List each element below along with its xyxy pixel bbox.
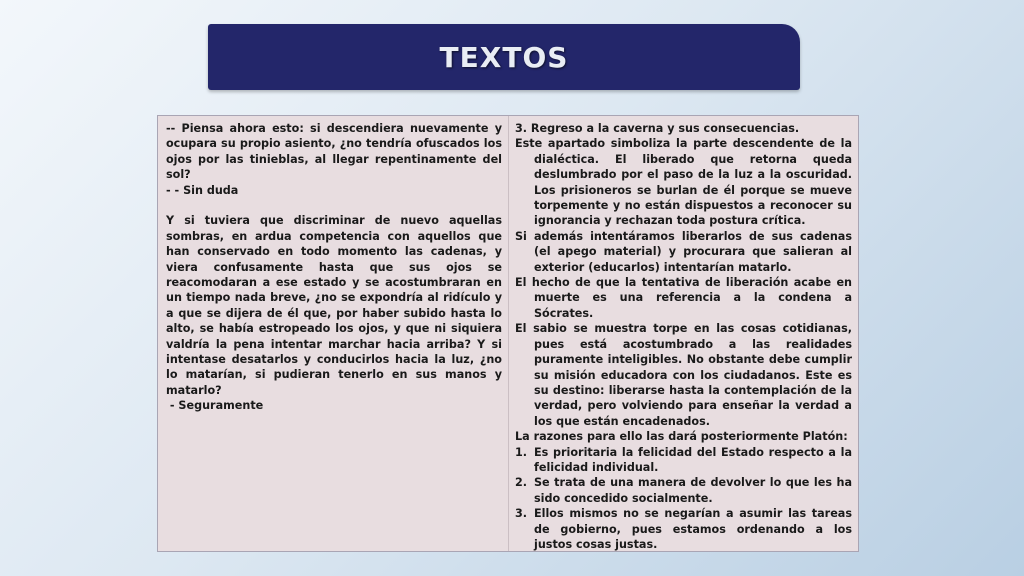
reason-item <box>515 475 852 506</box>
slide-title: TEXTOS <box>439 40 569 74</box>
paragraph-descent: Este apartado simboliza la parte descendente de la dialéctica. El liberado que retorna queda deslumbrado por el paso de la luz a la oscuridad. Los prisioneros se burlan de él porque se mueve torpemente y no están dispuestos a reconocer su ignorancia y rechazan toda postura crítica. <box>515 137 852 228</box>
dialogue-answer-2: - Seguramente <box>166 399 264 413</box>
reason-text: Ellos mismos no se negarían a asumir las tareas de gobierno, pues estamos ordenando a los justos cosas justas. <box>534 507 852 551</box>
section-heading: 3. Regreso a la caverna y sus consecuencias. <box>515 122 800 135</box>
dialogue-answer-1: - - Sin duda <box>166 183 239 197</box>
paragraph-sage: El sabio se muestra torpe en las cosas cotidianas, pues está acostumbrado a las realidades puramente inteligibles. No obstante debe cumplir su misión educadora con los ciudadanos. Este es su destino: liberarse hasta la contemplación de la verdad, pero volviendo para enseñar la verdad a los que están encadenados. <box>515 322 852 428</box>
reason-number: 1. <box>515 445 528 459</box>
reason-number: 2. <box>515 476 528 490</box>
left-column <box>158 116 509 551</box>
dialogue-question-2: Y si tuviera que discriminar de nuevo aquellas sombras, en ardua competencia con aquellos que han conservado en todo momento las cadenas, y viera confusamente hasta que sus ojos se reacomodaran a ese estado y se acostumbraran en un tiempo nada breve, ¿no se expondría al ridículo y a que se dijera de él que, por haber subido hasta lo alto, se había estropeado los ojos, y que ni siquiera valdría la pena intentar marchar hacia arriba? Y si intentase desatarlos y conducirlos hacia la luz, ¿no lo matarían, si pudieran tenerlo en sus manos y matarlo? <box>166 214 502 397</box>
reason-item <box>515 445 852 476</box>
reason-item <box>515 506 852 552</box>
reason-text: Se trata de una manera de devolver lo que les ha sido concedido socialmente. <box>534 476 852 505</box>
text-table <box>157 115 859 552</box>
paragraph-gap <box>166 198 502 213</box>
reason-number: 3. <box>515 507 528 521</box>
paragraph-socrates: El hecho de que la tentativa de liberación acabe en muerte es una referencia a la condena a Sócrates. <box>515 276 852 320</box>
reason-text: Es prioritaria la felicidad del Estado respecto a la felicidad individual. <box>534 445 852 474</box>
dialogue-question-1: -- Piensa ahora esto: si descendiera nuevamente y ocupara su propio asiento, ¿no tendría ofuscados los ojos por las tinieblas, al llegar repentinamente del sol? <box>166 122 502 182</box>
right-column <box>509 116 858 551</box>
reasons-intro: La razones para ello las dará posteriormente Platón: <box>515 430 848 444</box>
paragraph-liberation: Si además intentáramos liberarlos de sus cadenas (el apego material) y procurara que salieran al exterior (educarlos) intentarían matarlo. <box>515 229 852 274</box>
title-banner <box>208 24 800 90</box>
